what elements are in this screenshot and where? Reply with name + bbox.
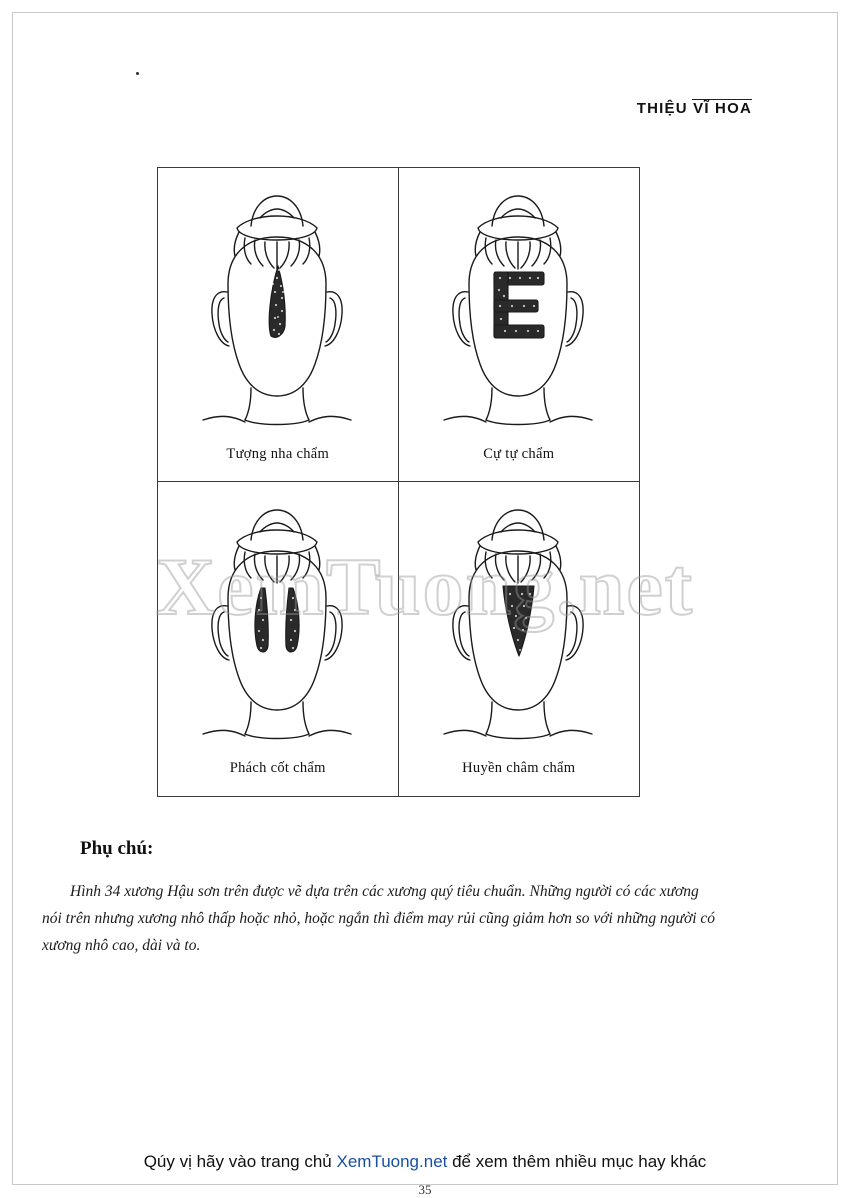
figure-caption-4: Huyền châm chẩm xyxy=(462,760,576,776)
figure-cell-4 xyxy=(399,482,640,796)
head-diagram-phach-cot-cham xyxy=(165,488,390,758)
footer-brand-link[interactable]: XemTuong.net xyxy=(336,1152,448,1171)
author-name: THIỆU VĨ HOA xyxy=(636,100,752,117)
footer-promo xyxy=(0,1152,850,1172)
page-number: 35 xyxy=(418,1182,432,1197)
page-dot-mark xyxy=(136,72,139,75)
figure-cell-3 xyxy=(158,482,399,796)
head-diagram-huyen-cham-cham xyxy=(406,488,631,758)
figure-caption-2: Cự tự chẩm xyxy=(483,446,555,462)
figure-caption-3: Phách cốt chẩm xyxy=(229,760,326,776)
footer-text-after: để xem thêm nhiều mục hay khác xyxy=(447,1152,707,1171)
head-diagram-tuong-nha-cham xyxy=(165,174,390,444)
figure-cell-1 xyxy=(158,168,399,482)
notes-title: Phụ chú: xyxy=(80,838,154,859)
figure-grid xyxy=(157,167,640,797)
notes-body: Hình 34 xương Hậu sơn trên được vẽ dựa trên các xương quý tiêu chuẩn. Những người có các xương nói trên nhưng xương nhô thấp hoặc nhỏ, hoặc ngắn thì điểm may rủi cũng giảm hơn so với những người có xương nhô cao, dài và to. xyxy=(42,883,716,954)
figure-caption-1: Tượng nha chẩm xyxy=(226,446,330,462)
head-diagram-cu-tu-cham xyxy=(406,174,631,444)
figure-cell-2 xyxy=(399,168,640,482)
footer-text-before: Qúy vị hãy vào trang chủ xyxy=(143,1152,337,1171)
watermark: XemTuong.net xyxy=(155,541,695,632)
page-header xyxy=(637,100,752,118)
